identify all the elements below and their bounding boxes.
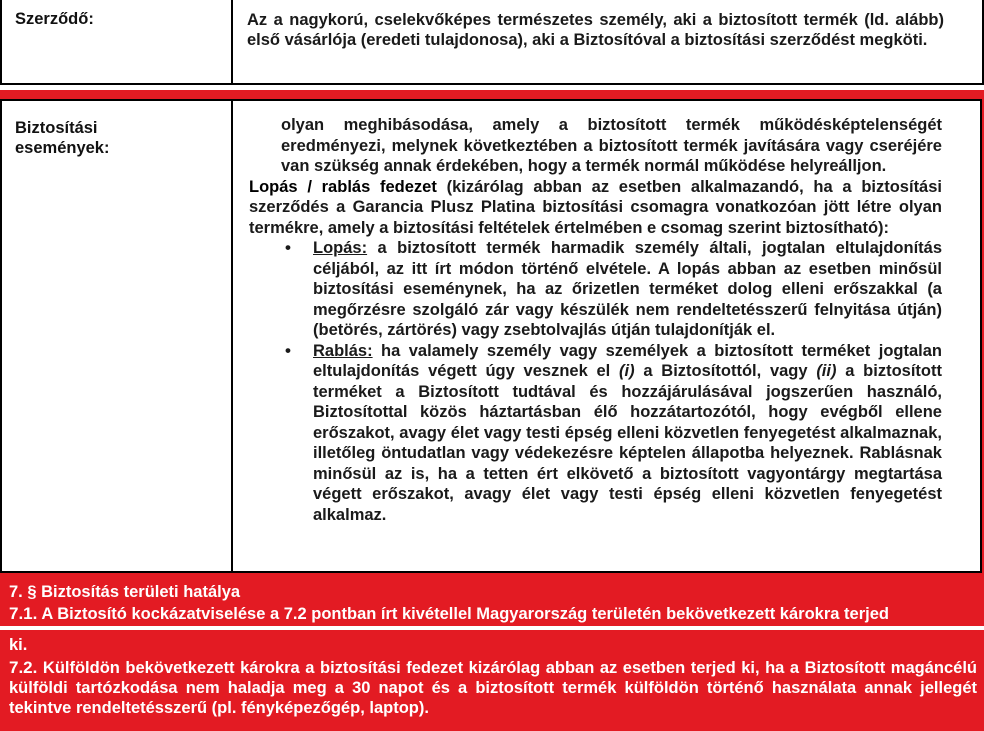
szerzodo-row — [0, 0, 984, 85]
section-7-banner — [0, 578, 984, 731]
lopas-bullet-list — [249, 238, 942, 525]
paragraph-7-2-text: Külföldön bekövetkezett károkra a biztosítási fedezet kizárólag abban az esetben terjed ki, ha a Biztosított magáncélú külföldi tartózkodása nem haladja meg a 30 napot és a biztosított termék külföldön történő használata annak jellegét tekintve rendeltetésszerű (pl. fényképezőgép, laptop). — [9, 659, 977, 717]
paragraph-7-1-number: 7.1. — [9, 604, 38, 623]
paragraph-7-1 — [9, 604, 889, 624]
lopas-heading: Lopás / rablás fedezet — [249, 177, 437, 196]
rablas-text-2: a Biztosítottól, vagy — [634, 362, 817, 380]
section-7-title: 7. § Biztosítás területi hatálya — [9, 583, 241, 601]
lopas-term: Lopás: — [313, 239, 368, 257]
rablas-text-1: ha valamely személy vagy személyek a biztosított terméket jogtalan eltulajdonítás végett úgy vesznek el — [313, 341, 942, 380]
paragraph-7-1-continuation: ki. — [9, 636, 28, 654]
rablas-marker-ii: (ii) — [816, 362, 837, 380]
bullet-rablas — [313, 341, 942, 526]
bullet-lopas — [313, 238, 942, 341]
rablas-marker-i: (i) — [619, 362, 635, 380]
paragraph-7-2 — [9, 658, 977, 718]
esemenyek-label-line2: események: — [15, 139, 110, 157]
rablas-text-3: a biztosított terméket a Biztosított tudtával és hozzájárulásával jogszerűen használó, Biztosítottal közös háztartásban élő hozzátartozótól, hogy evégből ellene erőszakot, avagy élet vagy testi épség elleni közvetlen fenyegetést alkalmaznak, illetőleg öntudatlan vagy védekezésre képtelen állapotba helyeznek. Rablásnak minősül az is, ha a tetten ért elkövető a biztosított vagyontárgy megtartása végett erőszakot, avagy élet vagy testi épség elleni közvetlen fenyegetést alkalmaz. — [313, 362, 942, 524]
szerzodo-label: Szerződő: — [2, 0, 233, 83]
lopas-intro: (kizárólag abban az esetben alkalmazandó, ha a biztosítási szerződés a Garancia Plusz Platina biztosítási csomagra vonatkozóan jött létre olyan termékre, amely a biztosítási feltételek értelmében e csomag szerint biztosítható): — [249, 177, 942, 237]
lopas-text: a biztosított termék harmadik személy általi, jogtalan eltulajdonítás céljából, az itt írt módon történő elvétele. A lopás abban az esetben minősül biztosítási eseménynek, ha az őrizetlen terméket dolog elleni erőszakkal (a megőrzésre szolgáló zár vagy készülék nem rendeltetésszerű felnyitása útján) (betörés, zártörés) vagy zsebtolvajlás útján tulajdonítják el. — [313, 239, 942, 339]
paragraph-7-2-number: 7.2. — [9, 658, 38, 677]
esemenyek-label — [2, 101, 233, 571]
rablas-term: Rablás: — [313, 341, 373, 360]
paragraph-7-1-text: A Biztosító kockázatviselése a 7.2 pontban írt kivétellel Magyarország területén bekövetkezett károkra terjed — [37, 605, 889, 623]
esemenyek-intro: olyan meghibásodása, amely a biztosított termék működésképtelenségét eredményezi, melynek következtében a biztosított termék javítására vagy cseréjére van szükség annak érdekében, hogy a termék normál működése helyreálljon. — [281, 116, 942, 175]
section-separator — [0, 626, 984, 630]
lopas-paragraph — [249, 177, 942, 239]
esemenyek-label-line1: Biztosítási — [15, 119, 98, 137]
szerzodo-definition: Az a nagykorú, cselekvőképes természetes személy, aki a biztosított termék (ld. alább) első vásárlója (eredeti tulajdonosa), aki a Biztosítóval a biztosítási szerződést megköti. — [247, 11, 944, 49]
esemenyek-row — [0, 99, 982, 573]
esemenyek-body — [233, 101, 980, 571]
